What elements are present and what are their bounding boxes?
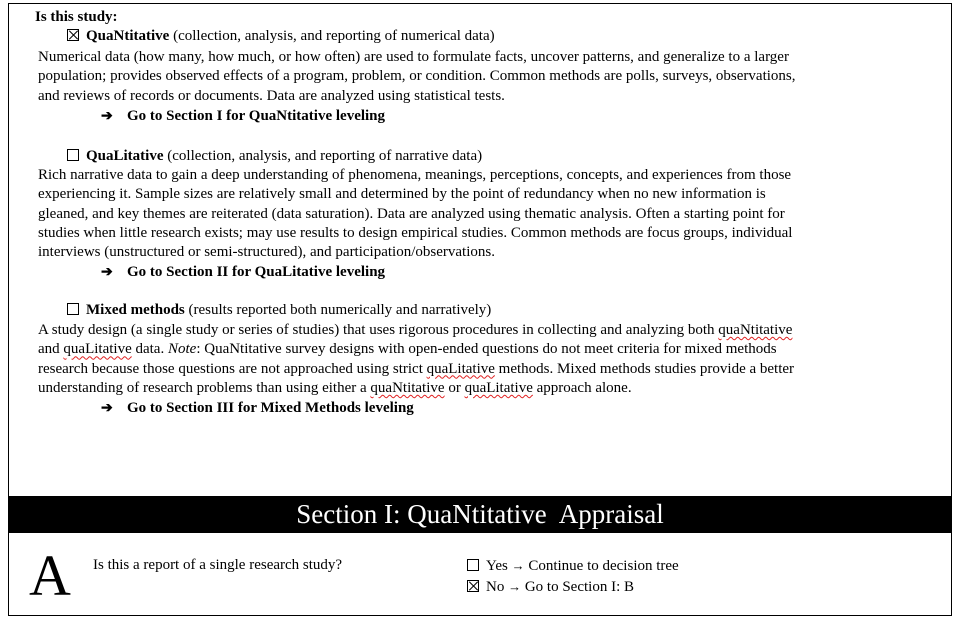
- mixed-methods-description: A study design (a single study or series of studies) that uses rigorous procedures in collecting and analyzing both quaNtitative and quaLitative data. Note: QuaNtitative survey designs with open-ended questions do not meet criteria for mixed methods research because those questions are not approached using strict quaLitative methods. Mixed methods studies provide a better understanding of research problems than using either a quaNtitative or quaLitative approach alone.: [38, 322, 795, 396]
- qualitative-description: Rich narrative data to gain a deep understanding of phenomena, meanings, perceptions, concepts, and experiences from those experiencing it. Sample sizes are relatively small and determined by the point of redundancy when no new information is gleaned, and key themes are reiterated (data saturation). Data are analyzed using thematic analysis. Often a starting point for studies when little research exists; may use results to design empirical studies. Common methods are focus groups, individual interviews (unstructured or semi-structured), and participation/observations.: [38, 167, 793, 261]
- goto-section-ii: ➔ Go to Section II for QuaLitative leveling: [101, 264, 386, 280]
- option-qualitative-name: QuaLitative: [86, 148, 164, 164]
- answer-no[interactable]: No → Go to Section I: B: [467, 577, 634, 597]
- checkbox-no-checked[interactable]: [467, 580, 479, 592]
- option-mixed-methods-paren: (results reported both numerically and narratively): [184, 302, 492, 318]
- right-arrow-icon: ➔: [101, 265, 113, 280]
- goto-section-i: ➔ Go to Section I for QuaNtitative leveling: [101, 108, 386, 124]
- answer-yes[interactable]: Yes → Continue to decision tree: [467, 556, 679, 576]
- checkbox-mixed-methods[interactable]: [67, 303, 79, 315]
- option-mixed-methods[interactable]: [67, 301, 927, 320]
- goto-section-iii: ➔ Go to Section III for Mixed Methods leveling: [101, 400, 414, 416]
- option-mixed-methods-name: Mixed methods: [86, 302, 185, 318]
- study-type-section: [9, 4, 951, 496]
- option-quantitative[interactable]: [67, 27, 927, 46]
- checkbox-yes[interactable]: [467, 559, 479, 571]
- checkbox-quantitative-checked[interactable]: [67, 29, 79, 41]
- section-a-letter: A: [29, 543, 71, 608]
- option-qualitative-paren: (collection, analysis, and reporting of narrative data): [163, 148, 483, 164]
- right-arrow-icon: →: [511, 558, 525, 573]
- option-quantitative-paren: (collection, analysis, and reporting of numerical data): [169, 28, 495, 44]
- right-arrow-icon: ➔: [101, 401, 113, 416]
- option-qualitative[interactable]: [67, 147, 927, 166]
- checkbox-qualitative[interactable]: [67, 149, 79, 161]
- right-arrow-icon: →: [508, 579, 522, 594]
- option-quantitative-name: QuaNtitative: [86, 28, 170, 44]
- section-a-question: Is this a report of a single research study?: [93, 557, 343, 573]
- document-page: [8, 3, 952, 616]
- study-type-heading: Is this study:: [35, 9, 118, 25]
- quantitative-description: Numerical data (how many, how much, or how often) are used to formulate facts, uncover patterns, and generalize to a larger population; provides observed effects of a program, problem, or condition. Common methods are polls, surveys, observations, and reviews of records or documents. Data are analyzed using statistical tests.: [38, 49, 796, 104]
- section-i-banner: Section I: QuaNtitative Appraisal: [9, 496, 951, 533]
- right-arrow-icon: ➔: [101, 109, 113, 124]
